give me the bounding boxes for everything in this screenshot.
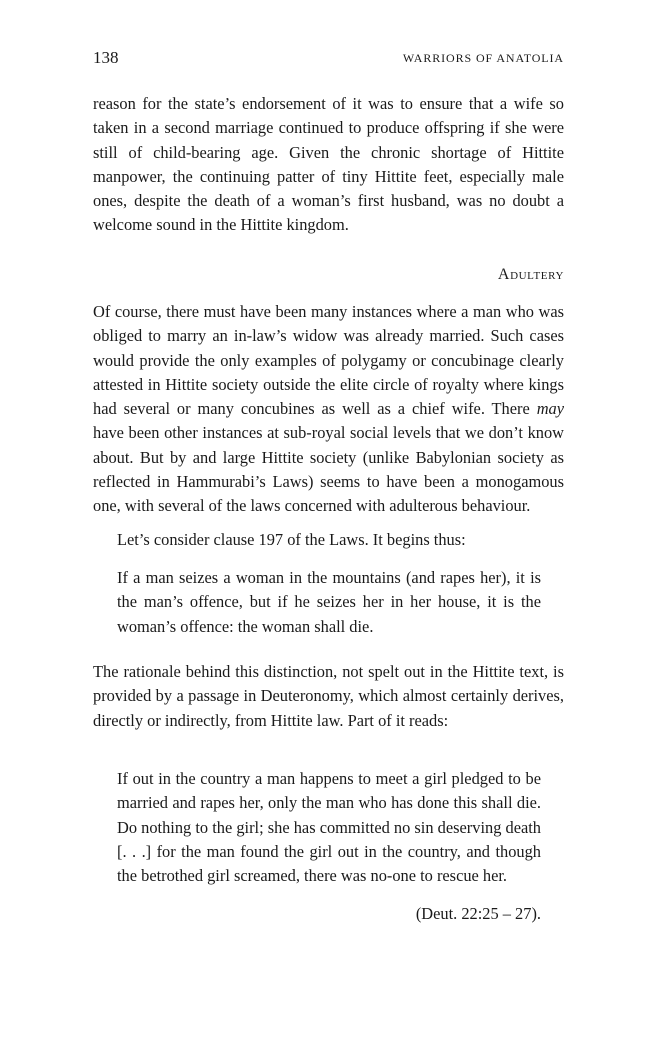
- emphasis-may: may: [536, 399, 564, 419]
- paragraph-adultery-text-2: have been other instances at sub-royal social levels that we don’t know about. But by and large Hittite society (unlike Babylonian society as reflected in Hammurabi’s Laws) seems to have been a monogamous one, with several of the laws concerned with adulterous behaviour.: [93, 423, 564, 516]
- paragraph-continued: reason for the state’s endorsement of it was to ensure that a wife so taken in a second marriage continued to produce offspring if she were still of child-bearing age. Given the chronic shortage of Hittite manpower, the continuing patter of tiny Hittite feet, especially male ones, despite the death of a woman’s first husband, was no doubt a welcome sound in the Hittite kingdom.: [93, 94, 564, 235]
- blockquote-deuteronomy: If out in the country a man happens to meet a girl pledged to be married and rapes her, only the man who has done this shall die. Do nothing to the girl; she has committed no sin deserving death [. . .] for the man found the girl out in the country, and though the betrothed girl screamed, there was no-one to rescue her.: [117, 769, 541, 886]
- book-page: [93, 0, 564, 1039]
- section-heading: Adultery: [497, 266, 564, 283]
- blockquote-law: If a man seizes a woman in the mountains (and rapes her), it is the man’s offence, but if he seizes her in her house, it is the woman’s offence: the woman shall die.: [117, 568, 541, 636]
- running-head: WARRIORS OF ANATOLIA: [402, 51, 564, 65]
- citation: (Deut. 22:25 – 27).: [415, 904, 541, 923]
- page-header: [93, 46, 564, 70]
- paragraph-rationale: The rationale behind this distinction, not spelt out in the Hittite text, is provided by a passage in Deuteronomy, which almost certainly derives, directly or indirectly, from Hittite law. Part of it reads:: [93, 662, 564, 730]
- paragraph-adultery-text-1: Of course, there must have been many instances where a man who was obliged to marry an in-law’s widow was already married. Such cases would provide the only examples of polygamy or concubinage clearly attested in Hittite society outside the elite circle of royalty where kings had several or many concubines as well as a chief wife. There: [93, 302, 564, 419]
- page-number: 138: [93, 48, 119, 67]
- paragraph-clause-intro: Let’s consider clause 197 of the Laws. It begins thus:: [117, 530, 466, 549]
- paragraph-adultery: [93, 300, 564, 519]
